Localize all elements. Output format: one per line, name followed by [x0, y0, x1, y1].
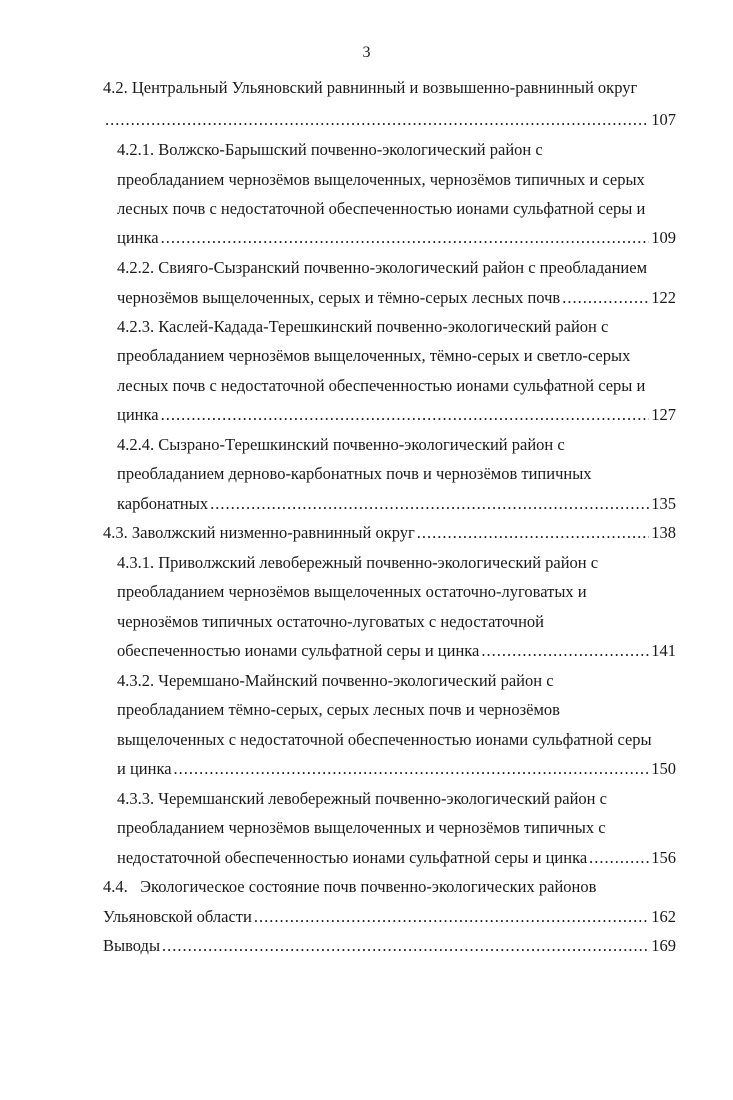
toc-entry-4-2-1-line-2: преобладанием чернозёмов выщелоченных, чернозёмов типичных и серых — [117, 170, 645, 189]
dot-leader — [417, 523, 649, 543]
toc-entry-4-4-leader — [103, 907, 676, 927]
dot-leader — [254, 907, 649, 927]
toc-entry-4-2-3-line-3: лесных почв с недостаточной обеспеченностью ионами сульфатной серы и — [117, 376, 646, 395]
toc-entry-4-2-3-leader — [117, 405, 676, 425]
dot-leader — [210, 494, 649, 514]
toc-entry-conclusions-page: 169 — [651, 936, 676, 955]
toc-entry-4-2-3-line-1: 4.2.3. Каслей-Кадада-Терешкинский почвенно-экологический район с — [117, 317, 609, 336]
toc-entry-4-2-line-1: 4.2. Центральный Ульяновский равнинный и возвышенно-равнинный округ — [103, 78, 638, 97]
toc-entry-4-2-3-line-2: преобладанием чернозёмов выщелоченных, тёмно-серых и светло-серых — [117, 346, 631, 365]
toc-entry-4-3-3-line-1: 4.3.3. Черемшанский левобережный почвенно-экологический район с — [117, 789, 607, 808]
toc-entry-4-2-3-last: цинка — [117, 405, 159, 424]
dot-leader — [162, 936, 649, 956]
dot-leader — [562, 288, 649, 308]
toc-entry-4-4-line-1: 4.4. Экологическое состояние почв почвенно-экологических районов — [103, 877, 597, 896]
toc-entry-4-3-2-page: 150 — [651, 759, 676, 778]
toc-entry-4-3-3-line-2: преобладанием чернозёмов выщелоченных и чернозёмов типичных с — [117, 818, 606, 837]
toc-entry-4-3-3-page: 156 — [651, 848, 676, 867]
toc-entry-4-3-1-line-2: преобладанием чернозёмов выщелоченных остаточно-луговатых и — [117, 582, 587, 601]
toc-entry-4-2-2-leader — [117, 288, 676, 308]
toc-entry-4-2-2-last: чернозёмов выщелоченных, серых и тёмно-серых лесных почв — [117, 288, 561, 307]
page-number: 3 — [362, 44, 371, 61]
toc-entry-4-3-1-last: обеспеченностью ионами сульфатной серы и цинка — [117, 641, 480, 660]
dot-leader — [174, 759, 650, 779]
toc-entry-4-3-2-leader — [117, 759, 676, 779]
toc-entry-4-4-page: 162 — [651, 907, 676, 926]
toc-entry-4-3-1-page: 141 — [651, 641, 676, 660]
toc-entry-4-3-page: 138 — [651, 523, 676, 542]
toc-entry-4-2-1-line-3: лесных почв с недостаточной обеспеченностью ионами сульфатной серы и — [117, 199, 646, 218]
dot-leader — [105, 110, 649, 130]
toc-entry-4-2-4-line-2: преобладанием дерново-карбонатных почв и чернозёмов типичных — [117, 464, 592, 483]
toc-entry-4-2-2-page: 122 — [651, 288, 676, 307]
toc-entry-4-2-2-line-1: 4.2.2. Свияго-Сызранский почвенно-экологический район с преобладанием — [117, 258, 648, 277]
toc-entry-4-2-1-leader — [117, 228, 676, 248]
toc-entry-conclusions-last: Выводы — [103, 936, 161, 955]
toc-entry-4-3-last: 4.3. Заволжский низменно-равнинный округ — [103, 523, 415, 542]
toc-entry-4-3-2-line-2: преобладанием тёмно-серых, серых лесных почв и чернозёмов — [117, 700, 560, 719]
toc-entry-4-2-4-page: 135 — [651, 494, 676, 513]
toc-entry-4-2-1-page: 109 — [651, 228, 676, 247]
dot-leader — [161, 228, 650, 248]
toc-entry-4-2-4-line-1: 4.2.4. Сызрано-Терешкинский почвенно-экологический район с — [117, 435, 565, 454]
toc-entry-4-3-3-last: недостаточной обеспеченностью ионами сульфатной серы и цинка — [117, 848, 588, 867]
toc-entry-4-2-leader — [103, 110, 676, 130]
toc-entry-4-2-1-last: цинка — [117, 228, 159, 247]
toc-entry-4-3-2-last: и цинка — [117, 759, 172, 778]
toc-entry-4-4-last: Ульяновской области — [103, 907, 252, 926]
toc-entry-4-3-leader — [103, 523, 676, 543]
toc-entry-4-2-3-page: 127 — [651, 405, 676, 424]
toc-entry-4-2-4-last: карбонатных — [117, 494, 209, 513]
dot-leader — [589, 848, 649, 868]
toc-entry-conclusions-leader — [103, 936, 676, 956]
toc-entry-4-3-1-line-3: чернозёмов типичных остаточно-луговатых с недостаточной — [117, 612, 545, 631]
dot-leader — [481, 641, 649, 661]
dot-leader — [161, 405, 650, 425]
toc-entry-4-3-2-line-3: выщелоченных с недостаточной обеспеченностью ионами сульфатной серы — [117, 730, 652, 749]
toc-entry-4-2-1-line-1: 4.2.1. Волжско-Барышский почвенно-экологический район с — [117, 140, 543, 159]
toc-entry-4-3-2-line-1: 4.3.2. Черемшано-Майнский почвенно-экологический район с — [117, 671, 554, 690]
toc-entry-4-2-page: 107 — [651, 110, 676, 129]
toc-entry-4-3-1-line-1: 4.3.1. Приволжский левобережный почвенно-экологический район с — [117, 553, 599, 572]
toc-entry-4-3-1-leader — [117, 641, 676, 661]
toc-entry-4-3-3-leader — [117, 848, 676, 868]
toc-entry-4-2-4-leader — [117, 494, 676, 514]
